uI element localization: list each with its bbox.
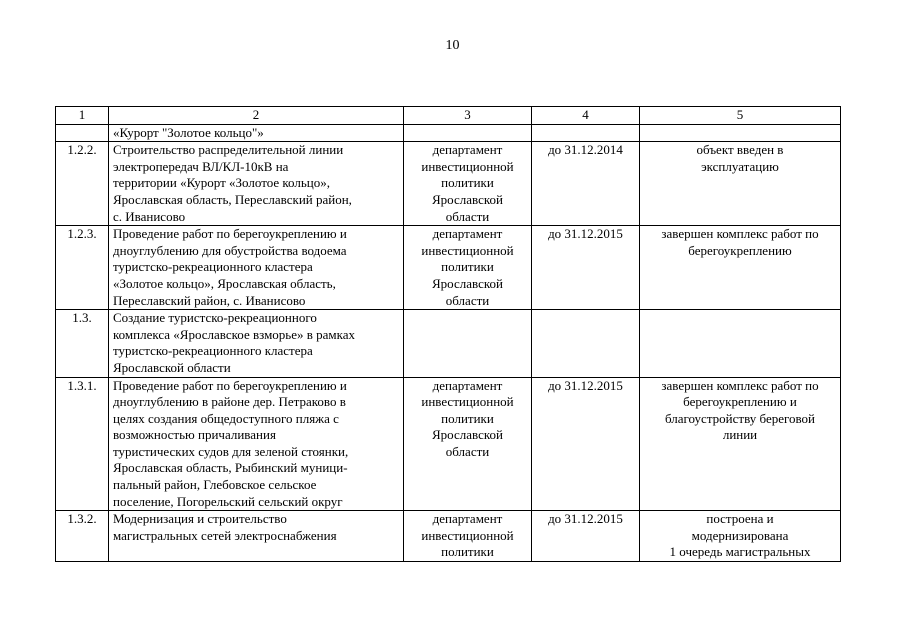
executor-cell	[404, 142, 532, 226]
item-number-cell	[56, 310, 109, 377]
column-header: 3	[404, 107, 532, 125]
cell-text-line: с. Иванисово	[113, 208, 186, 224]
executor-cell	[404, 124, 532, 142]
item-number-cell	[56, 377, 109, 511]
cell-text-line: 1.3.2.	[67, 511, 97, 527]
cell-text-line: департамент	[432, 142, 503, 158]
column-header: 2	[109, 107, 404, 125]
cell-text-line: дноуглублению для обустройства водоема	[113, 242, 347, 258]
table-row	[56, 310, 841, 377]
cell-text-line: электропередач ВЛ/КЛ-10кВ на	[113, 158, 289, 174]
cell-text-line: Ярославской области	[113, 359, 231, 375]
cell-text-line: построена и	[706, 511, 774, 527]
cell-text-line: берегоукреплению и	[683, 394, 797, 410]
cell-text-line: 1.3.	[72, 310, 92, 326]
measure-description-cell	[109, 124, 404, 142]
cell-text-line: целях создания общедоступного пляжа с	[113, 410, 339, 426]
cell-text-line: инвестиционной	[421, 527, 514, 543]
cell-text-line: пальный район, Глебовское сельское	[113, 477, 317, 493]
table-row	[56, 511, 841, 562]
cell-text-line: области	[445, 208, 490, 224]
table-row	[56, 226, 841, 310]
cell-text-line: объект введен в	[696, 142, 784, 158]
measures-table	[55, 106, 841, 562]
column-header: 4	[532, 107, 640, 125]
cell-text-line: эксплуатацию	[701, 158, 779, 174]
cell-text-line: департамент	[432, 511, 503, 527]
cell-text-line: департамент	[432, 377, 503, 393]
cell-text-line: туристических судов для зеленой стоянки,	[113, 443, 349, 459]
cell-text-line: области	[445, 443, 490, 459]
executor-cell	[404, 310, 532, 377]
cell-text-line: Проведение работ по берегоукреплению и	[113, 377, 347, 393]
table-header-row	[56, 107, 841, 125]
cell-text-line: Ярославская область, Переславский район,	[113, 191, 352, 207]
cell-text-line: 1.3.1.	[67, 377, 97, 393]
cell-text-line: Модернизация и строительство	[113, 511, 287, 527]
deadline-cell	[532, 511, 640, 562]
cell-text-line: области	[445, 292, 490, 308]
cell-text-line: завершен комплекс работ по	[661, 226, 819, 242]
cell-text-line: 1.2.3.	[67, 226, 97, 242]
measure-description-cell	[109, 511, 404, 562]
executor-cell	[404, 511, 532, 562]
cell-text-line: завершен комплекс работ по	[661, 377, 819, 393]
cell-text-line: Строительство распределительной линии	[113, 142, 344, 158]
cell-text-line: Ярославской	[432, 191, 503, 207]
cell-text-line: дноуглублению в районе дер. Петраково в	[113, 394, 346, 410]
cell-text-line: Ярославской	[432, 275, 503, 291]
cell-text-line: благоустройству береговой	[664, 410, 816, 426]
item-number-cell	[56, 511, 109, 562]
item-number-cell	[56, 142, 109, 226]
page-number: 10	[445, 38, 460, 53]
deadline-cell	[532, 310, 640, 377]
column-header: 1	[56, 107, 109, 125]
table-row	[56, 124, 841, 142]
measure-description-cell	[109, 377, 404, 511]
executor-cell	[404, 226, 532, 310]
cell-text-line: комплекса «Ярославское взморье» в рамках	[113, 326, 356, 342]
cell-text-line: до 31.12.2015	[548, 226, 623, 242]
cell-text-line: инвестиционной	[421, 158, 514, 174]
cell-text-line: поселение, Погорельский сельский округ	[113, 493, 343, 509]
cell-text-line: Проведение работ по берегоукреплению и	[113, 226, 347, 242]
cell-text-line: Ярославская область, Рыбинский муници-	[113, 460, 348, 476]
cell-text-line: «Золотое кольцо», Ярославская область,	[113, 275, 336, 291]
deadline-cell	[532, 377, 640, 511]
cell-text-line: до 31.12.2015	[548, 377, 623, 393]
cell-text-line: инвестиционной	[421, 394, 514, 410]
cell-text-line: Создание туристско-рекреационного	[113, 310, 317, 326]
result-cell	[640, 511, 841, 562]
cell-text-line: берегоукреплению	[688, 242, 792, 258]
measure-description-cell	[109, 226, 404, 310]
result-cell	[640, 377, 841, 511]
cell-text-line: политики	[441, 259, 494, 275]
result-cell	[640, 226, 841, 310]
cell-text-line: «Курорт "Золотое кольцо"»	[113, 124, 264, 140]
cell-text-line: политики	[441, 544, 494, 560]
cell-text-line: Ярославской	[432, 427, 503, 443]
column-header: 5	[640, 107, 841, 125]
cell-text-line: территории «Курорт «Золотое кольцо»,	[113, 175, 330, 191]
deadline-cell	[532, 142, 640, 226]
cell-text-line: туристско-рекреационного кластера	[113, 343, 313, 359]
cell-text-line: магистральных сетей электроснабжения	[113, 527, 337, 543]
cell-text-line: возможностью причаливания	[113, 427, 276, 443]
cell-text-line: Переславский район, с. Иванисово	[113, 292, 306, 308]
table-row	[56, 377, 841, 511]
cell-text-line: инвестиционной	[421, 242, 514, 258]
item-number-cell	[56, 124, 109, 142]
cell-text-line: политики	[441, 175, 494, 191]
deadline-cell	[532, 124, 640, 142]
cell-text-line: департамент	[432, 226, 503, 242]
result-cell	[640, 124, 841, 142]
cell-text-line: 1 очередь магистральных	[669, 544, 811, 560]
measure-description-cell	[109, 142, 404, 226]
deadline-cell	[532, 226, 640, 310]
item-number-cell	[56, 226, 109, 310]
result-cell	[640, 310, 841, 377]
cell-text-line: до 31.12.2015	[548, 511, 623, 527]
executor-cell	[404, 377, 532, 511]
measure-description-cell	[109, 310, 404, 377]
result-cell	[640, 142, 841, 226]
cell-text-line: линии	[722, 427, 758, 443]
cell-text-line: модернизирована	[691, 527, 789, 543]
cell-text-line: 1.2.2.	[67, 142, 97, 158]
cell-text-line: политики	[441, 410, 494, 426]
cell-text-line: до 31.12.2014	[548, 142, 623, 158]
table-row	[56, 142, 841, 226]
cell-text-line: туристско-рекреационного кластера	[113, 259, 313, 275]
